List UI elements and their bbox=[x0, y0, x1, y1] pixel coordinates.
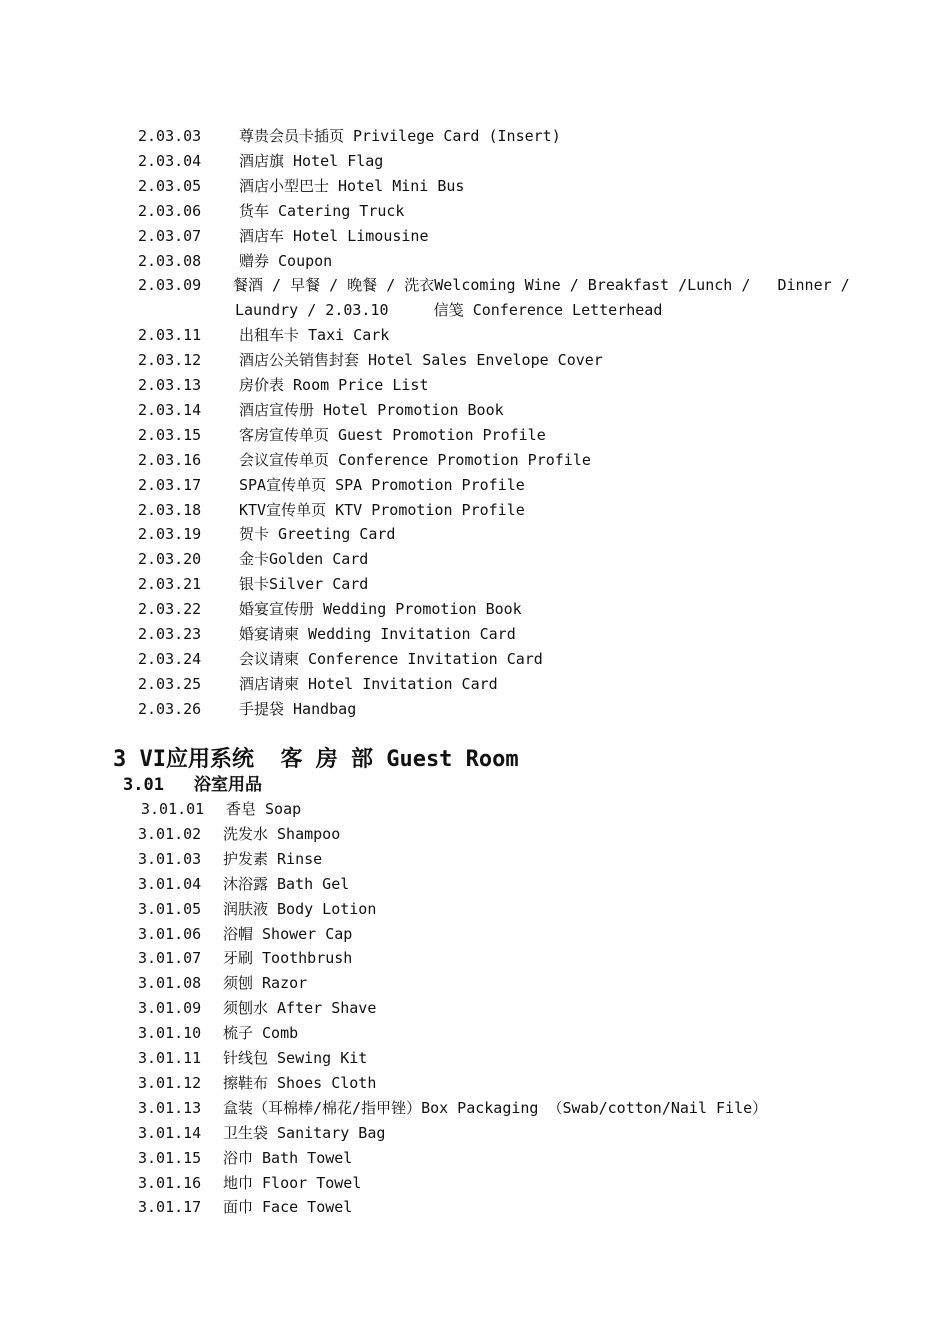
item-text: 尊贵会员卡插页 Privilege Card (Insert) bbox=[239, 127, 561, 145]
item-text: 浴巾 Bath Towel bbox=[223, 1148, 353, 1167]
list-item bbox=[0, 822, 900, 847]
list-item bbox=[0, 249, 900, 274]
item-text: 货车 Catering Truck bbox=[239, 201, 405, 220]
item-number: 3.01.09 bbox=[138, 999, 202, 1018]
list-item bbox=[0, 1096, 900, 1121]
list-item bbox=[0, 996, 900, 1021]
list-item bbox=[0, 547, 900, 572]
item-number: 3.01.07 bbox=[138, 949, 202, 968]
item-text: 地巾 Floor Towel bbox=[223, 1173, 362, 1192]
item-text: 赠券 Coupon bbox=[239, 251, 333, 270]
subsection-number: 3.01 bbox=[123, 775, 164, 795]
list-item bbox=[0, 872, 900, 897]
item-text: 洗发水 Shampoo bbox=[223, 824, 341, 843]
list-item bbox=[0, 971, 900, 996]
item-text: 贺卡 Greeting Card bbox=[239, 525, 396, 544]
item-text: 浴帽 Shower Cap bbox=[223, 924, 353, 943]
item-text: 酒店公关销售封套 Hotel Sales Envelope Cover bbox=[239, 351, 603, 370]
item-number: 2.03.18 bbox=[138, 500, 202, 519]
item-number: 2.03.25 bbox=[138, 674, 202, 693]
item-text: 牙刷 Toothbrush bbox=[223, 949, 353, 968]
item-text: 手提袋 Handbag bbox=[239, 699, 357, 718]
list-item bbox=[0, 224, 900, 249]
item-text: 润肤液 Body Lotion bbox=[223, 899, 377, 918]
item-number: 2.03.08 bbox=[138, 251, 202, 270]
item-number: 3.01.06 bbox=[138, 924, 202, 943]
item-number: 3.01.13 bbox=[138, 1098, 202, 1117]
list-item bbox=[0, 398, 900, 423]
list-item bbox=[0, 1146, 900, 1171]
item-text: SPA宣传单页 SPA Promotion Profile bbox=[239, 475, 525, 494]
list-item bbox=[0, 622, 900, 647]
item-number: 3.01.10 bbox=[138, 1024, 202, 1043]
list-item bbox=[0, 597, 900, 622]
item-number: 2.03.14 bbox=[138, 400, 202, 419]
list-item bbox=[0, 1071, 900, 1096]
item-number: 3.01.05 bbox=[138, 899, 202, 918]
item-number: 2.03.21 bbox=[138, 575, 202, 594]
item-number: 3.01.16 bbox=[138, 1173, 202, 1192]
item-number: 2.03.04 bbox=[138, 151, 202, 170]
list-item bbox=[0, 448, 900, 473]
item-text: 卫生袋 Sanitary Bag bbox=[223, 1123, 386, 1142]
list-item bbox=[0, 847, 900, 872]
list-item bbox=[0, 647, 900, 672]
item-number: 2.03.19 bbox=[138, 525, 202, 544]
item-text: 酒店请柬 Hotel Invitation Card bbox=[239, 674, 498, 693]
list-item bbox=[0, 298, 900, 323]
item-text: 酒店车 Hotel Limousine bbox=[239, 226, 429, 245]
item-number: 2.03.24 bbox=[138, 649, 202, 668]
subsection-label: 浴室用品 bbox=[193, 775, 262, 795]
list-item bbox=[0, 323, 900, 348]
item-text: 金卡Golden Card bbox=[239, 550, 369, 569]
list-item bbox=[0, 348, 900, 373]
item-text: 盒装（耳棉棒/棉花/指甲锉）Box Packaging （Swab/cotton/Nail File） bbox=[223, 1098, 768, 1117]
list-item bbox=[0, 124, 900, 149]
list-item bbox=[0, 373, 900, 398]
item-number: 2.03.13 bbox=[138, 376, 202, 394]
item-number: 3.01.04 bbox=[138, 874, 202, 893]
list-item bbox=[0, 149, 900, 174]
item-text: 房价表 Room Price List bbox=[239, 376, 429, 394]
list-item bbox=[0, 922, 900, 947]
item-text: 婚宴宣传册 Wedding Promotion Book bbox=[239, 600, 522, 619]
item-text: 面巾 Face Towel bbox=[223, 1198, 353, 1217]
list-item bbox=[0, 1171, 900, 1196]
item-text: 梳子 Comb bbox=[223, 1024, 299, 1043]
item-number: 3.01.08 bbox=[138, 974, 202, 993]
list-item bbox=[0, 199, 900, 224]
item-text: 擦鞋布 Shoes Cloth bbox=[223, 1073, 377, 1092]
item-number: 3.01.12 bbox=[138, 1073, 202, 1092]
item-text: 酒店小型巴士 Hotel Mini Bus bbox=[239, 176, 465, 195]
item-number: 2.03.05 bbox=[138, 176, 202, 195]
item-text: 沐浴露 Bath Gel bbox=[223, 874, 350, 893]
item-text: 针线包 Sewing Kit bbox=[223, 1049, 368, 1067]
list-item bbox=[0, 797, 900, 822]
item-text: 香皂 Soap bbox=[226, 800, 302, 818]
item-number: 3.01.03 bbox=[138, 849, 202, 868]
item-number: 3.01.14 bbox=[138, 1123, 202, 1142]
item-number: 3.01.02 bbox=[138, 824, 202, 843]
item-number: 2.03.26 bbox=[138, 699, 202, 718]
list-item bbox=[0, 498, 900, 523]
item-number: 3.01.15 bbox=[138, 1148, 202, 1167]
item-number: 3.01.17 bbox=[138, 1198, 202, 1217]
list-item bbox=[0, 423, 900, 448]
list-item bbox=[0, 522, 900, 547]
list-item bbox=[0, 1021, 900, 1046]
item-number: 2.03.07 bbox=[138, 226, 202, 245]
list-item bbox=[0, 572, 900, 597]
item-number: 2.03.17 bbox=[138, 475, 202, 494]
item-number: 2.03.09 bbox=[138, 276, 202, 295]
item-text: 须刨 Razor bbox=[223, 974, 308, 993]
subsection-heading bbox=[123, 773, 262, 797]
list-item bbox=[0, 174, 900, 199]
item-number: 2.03.03 bbox=[138, 127, 202, 145]
item-text: 银卡Silver Card bbox=[239, 575, 369, 594]
list-item bbox=[0, 273, 900, 298]
item-text: 出租车卡 Taxi Cark bbox=[239, 326, 390, 345]
item-text: 护发素 Rinse bbox=[223, 849, 323, 868]
list-item bbox=[0, 946, 900, 971]
item-number: 2.03.06 bbox=[138, 201, 202, 220]
item-text: KTV宣传单页 KTV Promotion Profile bbox=[239, 500, 525, 519]
item-text: 会议宣传单页 Conference Promotion Profile bbox=[239, 450, 591, 469]
list-item bbox=[0, 672, 900, 697]
item-number: 2.03.23 bbox=[138, 625, 202, 643]
item-number: 2.03.16 bbox=[138, 450, 202, 469]
list-item bbox=[0, 697, 900, 722]
list-item bbox=[0, 897, 900, 922]
section-heading: 3 VI应用系统 客 房 部 Guest Room bbox=[113, 747, 519, 772]
item-text: 餐酒 / 早餐 / 晚餐 / 洗衣Welcoming Wine / Breakfast /Lunch / Dinner / bbox=[233, 276, 850, 295]
item-text: 婚宴请柬 Wedding Invitation Card bbox=[239, 625, 516, 643]
item-text: 须刨水 After Shave bbox=[223, 999, 377, 1018]
item-text: 会议请柬 Conference Invitation Card bbox=[239, 649, 543, 668]
item-number: 2.03.12 bbox=[138, 351, 202, 370]
list-item bbox=[0, 1046, 900, 1071]
item-number: 3.01.01 bbox=[141, 800, 205, 818]
item-number: 2.03.15 bbox=[138, 425, 202, 444]
item-text: 酒店旗 Hotel Flag bbox=[239, 151, 384, 170]
item-text: Laundry / 2.03.10 信笺 Conference Letterhead bbox=[235, 301, 663, 320]
item-number: 2.03.22 bbox=[138, 600, 202, 619]
item-text: 酒店宣传册 Hotel Promotion Book bbox=[239, 400, 504, 419]
item-number: 3.01.11 bbox=[138, 1049, 202, 1067]
list-item bbox=[0, 473, 900, 498]
item-text: 客房宣传单页 Guest Promotion Profile bbox=[239, 425, 546, 444]
list-item bbox=[0, 1121, 900, 1146]
item-number: 2.03.11 bbox=[138, 326, 202, 345]
list-item bbox=[0, 1195, 900, 1220]
item-number: 2.03.20 bbox=[138, 550, 202, 569]
